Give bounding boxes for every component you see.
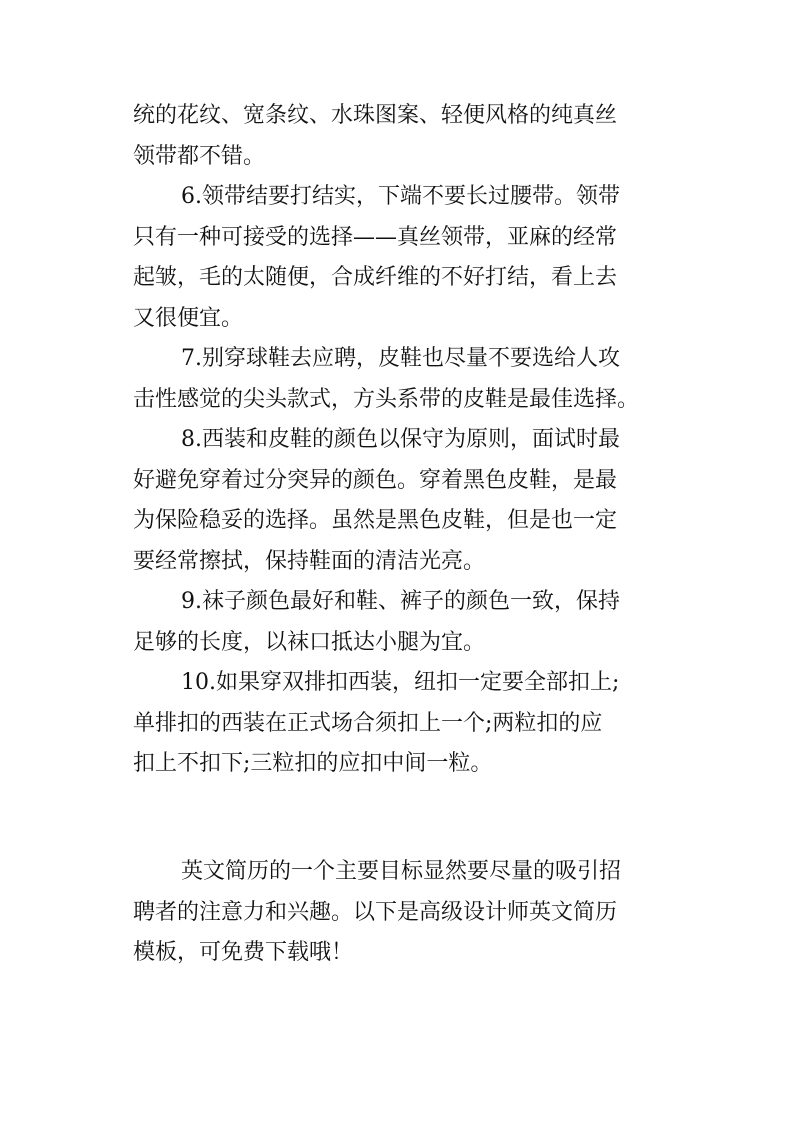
text-line: 要经常擦拭，保持鞋面的清洁光亮。: [133, 548, 486, 574]
text-line: 模板，可免费下载哦！: [133, 940, 354, 965]
text-line: 10.如果穿双排扣西装，纽扣一定要全部扣上;: [181, 670, 620, 695]
text-line: 扣上不扣下;三粒扣的应扣中间一粒。: [133, 751, 493, 776]
text-line: 聘者的注意力和兴趣。以下是高级设计师英文简历: [133, 899, 618, 925]
text-line: 6.领带结要打结实，下端不要长过腰带。领带: [181, 184, 620, 209]
section-tie-shoes-advice: [133, 96, 673, 785]
text-line: 7.别穿球鞋去应聘，皮鞋也尽量不要选给人攻: [181, 346, 620, 371]
text-line: 8.西装和皮鞋的颜色以保守为原则，面试时最: [181, 427, 620, 452]
text-line: 击性感觉的尖头款式，方头系带的皮鞋是最佳选择。: [133, 386, 640, 412]
text-line: 领带都不错。: [133, 143, 266, 169]
text-line: 又很便宜。: [133, 305, 244, 331]
text-line: 起皱，毛的太随便，合成纤维的不好打结，看上去: [133, 265, 618, 290]
text-line: 英文简历的一个主要目标显然要尽量的吸引招: [181, 859, 622, 884]
text-line: 只有一种可接受的选择——真丝领带，亚麻的经常: [133, 224, 618, 250]
paragraph-resume-template: [133, 852, 673, 974]
paragraph-item-8: [133, 420, 673, 582]
paragraph-item-10: [133, 663, 673, 785]
text-line: 为保险稳妥的选择。虽然是黑色皮鞋，但是也一定: [133, 508, 618, 533]
text-line: 9.袜子颜色最好和鞋、裤子的颜色一致，保持: [181, 589, 620, 614]
paragraph-continuation: [133, 96, 673, 177]
text-line: 统的花纹、宽条纹、水珠图案、轻便风格的纯真丝: [133, 103, 618, 128]
text-line: 足够的长度，以袜口抵达小腿为宜。: [133, 629, 486, 655]
text-line: 好避免穿着过分突异的颜色。穿着黑色皮鞋，是最: [133, 467, 618, 493]
paragraph-item-7: [133, 339, 673, 420]
paragraph-item-6: [133, 177, 673, 339]
paragraph-item-9: [133, 582, 673, 663]
section-resume-intro: [133, 852, 673, 974]
text-line: 单排扣的西装在正式场合须扣上一个;两粒扣的应: [133, 710, 603, 736]
